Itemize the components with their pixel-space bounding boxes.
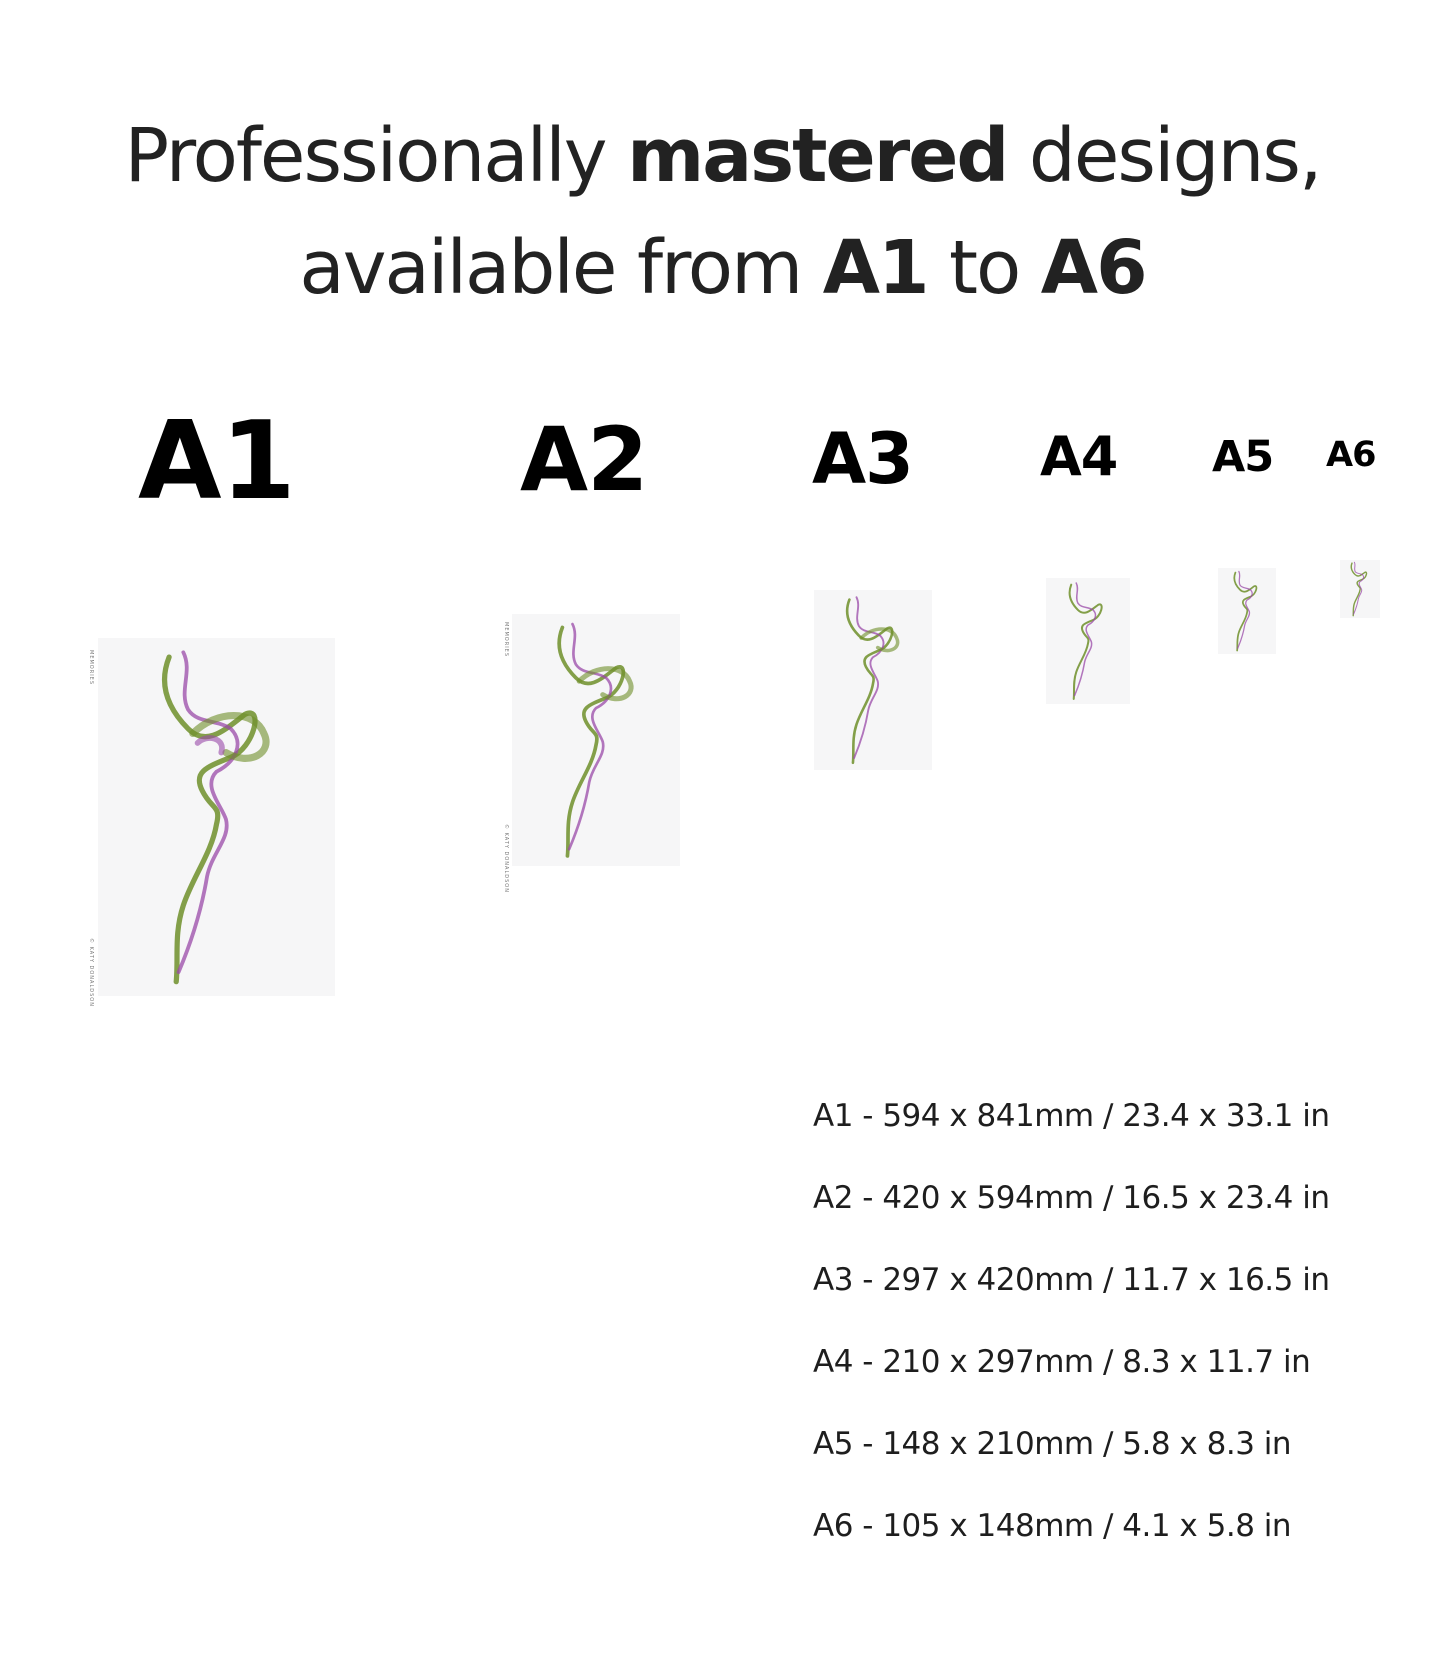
poster-a1-side-credit: © KATY DONALDSON [88, 938, 94, 1007]
spec-row-a1: A1 - 594 x 841mm / 23.4 x 33.1 in [813, 1098, 1330, 1134]
poster-a4 [1046, 578, 1130, 704]
poster-a6-smoke-artwork [1340, 560, 1380, 618]
poster-a2 [503, 614, 680, 893]
spec-row-a4: A4 - 210 x 297mm / 8.3 x 11.7 in [813, 1344, 1311, 1380]
headline-line-2: available from A1 to A6 [299, 225, 1146, 311]
poster-a5 [1218, 568, 1276, 654]
headline-line-1: Professionally mastered designs, [124, 113, 1321, 199]
poster-a5-smoke-artwork [1218, 568, 1276, 654]
poster-a2-smoke-artwork [512, 614, 680, 866]
poster-a2-side-title: MEMORIES [503, 622, 509, 658]
poster-a1-side-title: MEMORIES [88, 650, 94, 686]
poster-a1 [88, 638, 335, 1007]
size-label-a3: A3 [812, 418, 913, 500]
size-label-a5: A5 [1212, 432, 1274, 482]
size-label-a2: A2 [520, 408, 648, 511]
spec-row-a6: A6 - 105 x 148mm / 4.1 x 5.8 in [813, 1508, 1292, 1544]
spec-row-a5: A5 - 148 x 210mm / 5.8 x 8.3 in [813, 1426, 1292, 1462]
size-label-a4: A4 [1040, 425, 1118, 488]
poster-a3 [814, 590, 932, 770]
poster-a2-side-credit: © KATY DONALDSON [503, 824, 509, 893]
size-spec-list [813, 1090, 1413, 1582]
headline [0, 100, 1445, 324]
size-label-a6: A6 [1326, 435, 1376, 475]
poster-a1-smoke-artwork [98, 638, 335, 996]
poster-a3-smoke-artwork [814, 590, 932, 770]
poster-a6 [1340, 560, 1380, 618]
size-label-a1: A1 [138, 399, 295, 524]
poster-a4-smoke-artwork [1046, 578, 1130, 704]
spec-row-a3: A3 - 297 x 420mm / 11.7 x 16.5 in [813, 1262, 1330, 1298]
spec-row-a2: A2 - 420 x 594mm / 16.5 x 23.4 in [813, 1180, 1330, 1216]
